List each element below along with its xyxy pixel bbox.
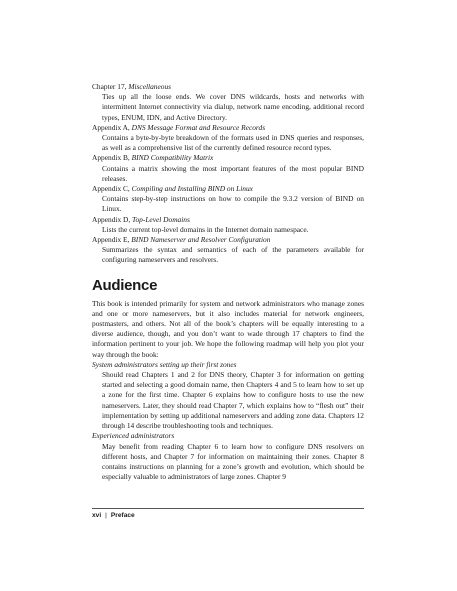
group-description: Should read Chapters 1 and 2 for DNS theory, Chapter 3 for information on getting started and selecting a good domain name, then Chapters 4 and 5 to learn how to set up a zone for the first time. Chapter 6 explains how to configure hosts to use the new nameservers. Later, they should read Chapter 7, which explains how to “flesh out” their implementation by setting up additional nameservers and adding zone data. Chapters 12 through 14 describe troubleshooting tools and techniques. (102, 370, 364, 431)
group-title-text: System administrators setting up their first zones (92, 359, 237, 369)
entry-title: Compiling and Installing BIND on Linux (131, 184, 253, 194)
chapter-list (92, 82, 364, 266)
audience-groups (92, 360, 364, 482)
entry-term (92, 215, 364, 225)
list-item (92, 153, 364, 184)
entry-title: DNS Message Format and Resource Records (131, 122, 266, 132)
entry-prefix: Appendix C, (92, 184, 132, 194)
entry-description: Contains step-by-step instructions on how to compile the 9.3.2 version of BIND on Linux. (102, 194, 364, 214)
group-title (92, 431, 364, 441)
entry-title: Miscellaneous (128, 82, 172, 91)
entry-prefix: Appendix E, (92, 235, 132, 245)
footer-separator: | (105, 512, 107, 519)
page-number: xvi (92, 512, 102, 519)
entry-title: Top-Level Domains (132, 214, 190, 224)
group-description: May benefit from reading Chapter 6 to learn how to configure DNS resolvers on different hosts, and Chapter 7 for information on maintaining their zones. Chapter 8 contains instructions on planning for a zone’s growth and evolution, which should be especially valuable to administrators of large zones. Chapter 9 (102, 441, 364, 482)
list-item (92, 123, 364, 154)
entry-description: Lists the current top-level domains in the Internet domain namespace. (102, 224, 309, 234)
list-item (92, 431, 364, 482)
entry-title: BIND Nameserver and Resolver Configuration (131, 235, 271, 245)
footer-section: Preface (110, 512, 135, 519)
entry-prefix: Appendix B, (92, 153, 132, 163)
group-title (92, 360, 364, 370)
list-item (92, 82, 364, 123)
entry-term (92, 123, 364, 133)
entry-prefix: Appendix D, (92, 214, 133, 224)
entry-title: BIND Compatibility Matrix (131, 153, 214, 163)
entry-term (92, 82, 364, 92)
entry-description: Contains a byte-by-byte breakdown of the formats used in DNS queries and responses, as well as a comprehensive list of the currently defined resource record types. (102, 133, 364, 153)
list-item (92, 215, 364, 235)
entry-description: Summarizes the syntax and semantics of each of the parameters available for configuring nameservers and resolvers. (102, 245, 364, 265)
entry-prefix: Appendix A, (92, 122, 132, 132)
entry-term (92, 235, 364, 245)
list-item (92, 184, 364, 215)
list-item (92, 360, 364, 431)
page-footer (92, 508, 364, 520)
page-body (92, 82, 364, 482)
entry-description: Ties up all the loose ends. We cover DNS wildcards, hosts and networks with intermittent Internet connectivity via dialup, network name encoding, additional record types, ENUM, IDN, and Active Directory. (102, 92, 364, 122)
entry-term (92, 184, 364, 194)
section-heading: Audience (92, 276, 158, 294)
audience-intro: This book is intended primarily for system and network administrators who manage zones and one or more nameservers, but it also includes material for network engineers, postmasters, and others. Not all of the book’s chapters will be equally interesting to a diverse audience, though, and you don’t want to wade through 17 chapters to find the information pertinent to your job. We hope the following roadmap will help you plot your way through the book: (92, 298, 364, 359)
entry-term (92, 153, 364, 163)
list-item (92, 235, 364, 266)
group-title-text: Experienced administrators (92, 431, 175, 441)
entry-description: Contains a matrix showing the most important features of the most popular BIND releases. (102, 163, 364, 183)
entry-prefix: Chapter 17, (92, 82, 129, 91)
